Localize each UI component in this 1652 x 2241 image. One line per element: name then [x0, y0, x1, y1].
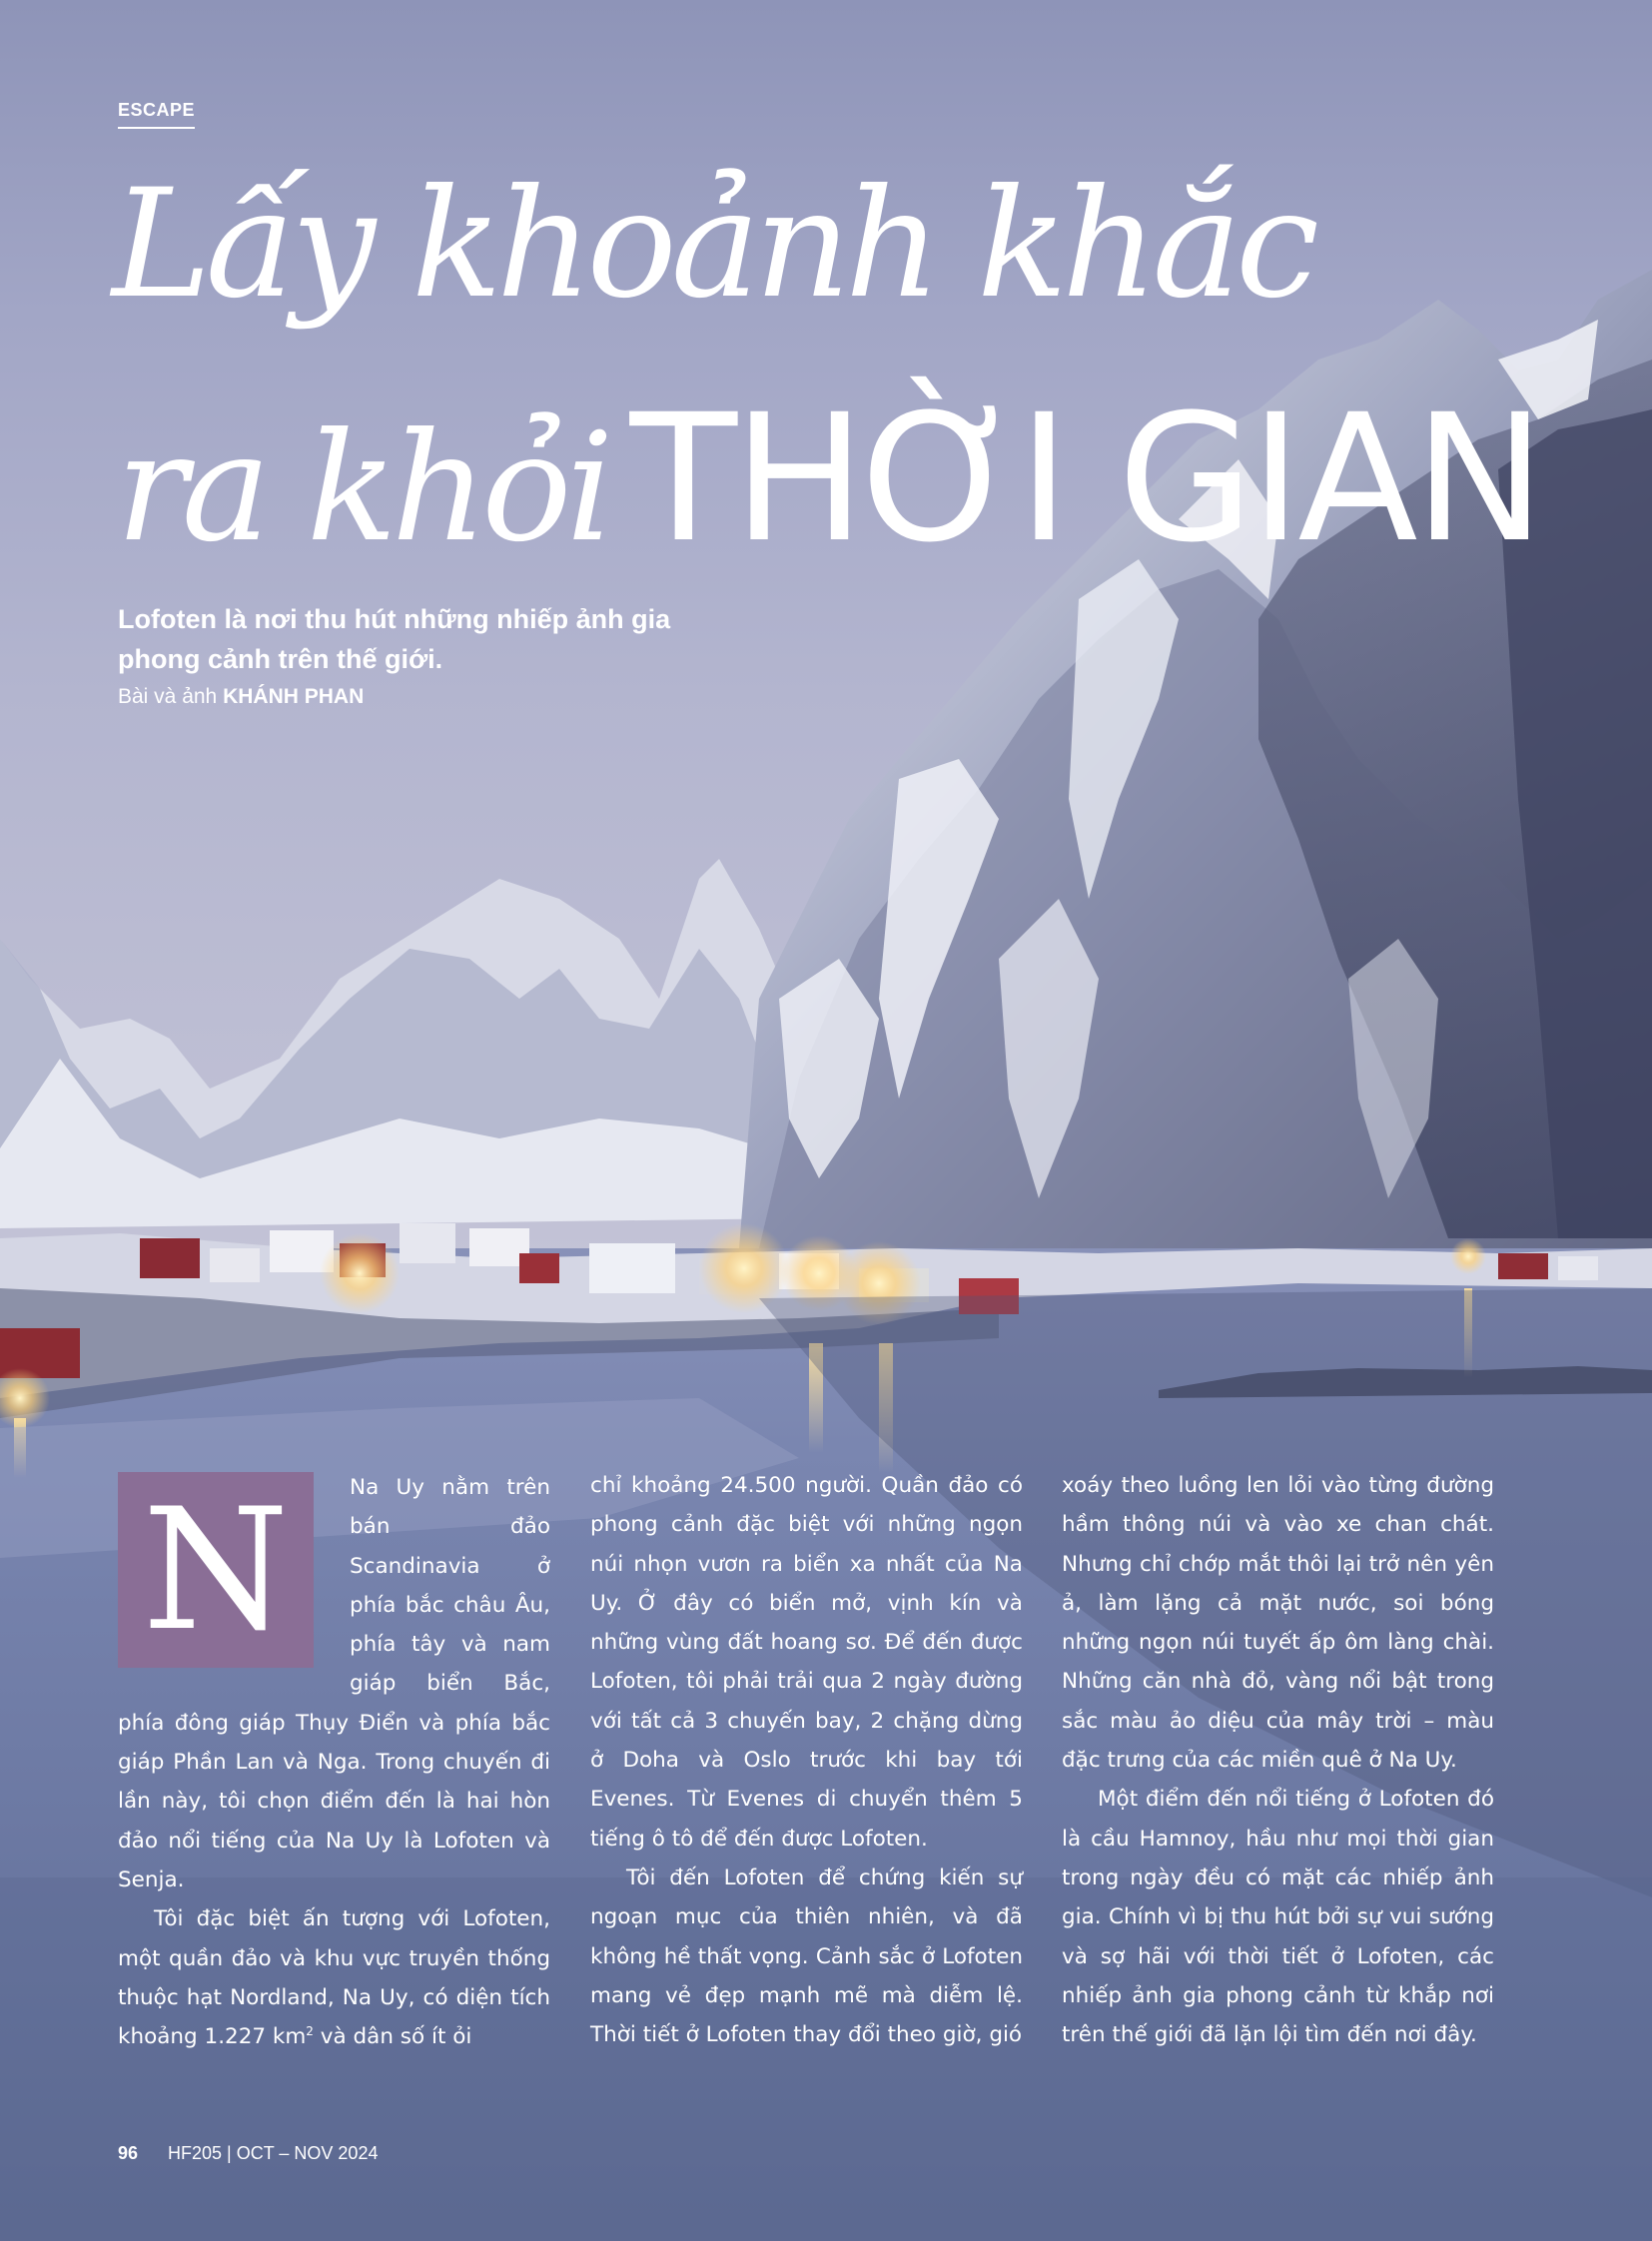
drop-cap-letter: N — [142, 1472, 290, 1668]
paragraph: xoáy theo luồng len lỏi vào từng đường hầm thông núi và vào xe chan chát. Nhưng chỉ chớp mắt thôi lại trở nên yên ả, làm lặng cả mặt nước, soi bóng những ngọn núi tuyết ấp ôm làng chài. Những căn nhà đỏ, vàng nổi bật trong sắc màu ảo diệu của mây trời – màu đặc trưng của các miền quê ở Na Uy. — [1062, 1473, 1494, 1774]
drop-cap — [118, 1472, 314, 1668]
article-column-2 — [590, 1466, 1023, 2054]
paragraph — [118, 1899, 550, 2056]
paragraph — [118, 1468, 550, 1899]
paragraph-text: Tôi đặc biệt ấn tượng với Lofoten, một quần đảo và khu vực truyền thống thuộc hạt Nordland, Na Uy, có diện tích khoảng 1.227 km — [118, 1906, 550, 2050]
article-column-1 — [118, 1468, 550, 2056]
standfirst: Lofoten là nơi thu hút những nhiếp ảnh gia phong cảnh trên thế giới. — [118, 604, 671, 674]
headline-line-2 — [116, 376, 1542, 581]
headline-italic: ra khỏi — [116, 401, 608, 575]
paragraph: chỉ khoảng 24.500 người. Quần đảo có phong cảnh đặc biệt với những ngọn núi nhọn vươn ra biển xa nhất của Na Uy. Ở đây có biển mở, vịnh kín và những vùng đất hoang sơ. Để đến được Lofoten, tôi phải trải qua 2 ngày đường với tất cả 3 chuyến bay, 2 chặng dừng ở Doha và Oslo trước khi bay tới Evenes. Từ Evenes di chuyển thêm 5 tiếng ô tô để đến được Lofoten. — [590, 1473, 1023, 1852]
superscript: 2 — [306, 2024, 314, 2038]
byline-prefix: Bài và ảnh — [118, 685, 218, 708]
byline-author: KHÁNH PHAN — [223, 685, 365, 708]
paragraph: Một điểm đến nổi tiếng ở Lofoten đó là cầu Hamnoy, hầu như mọi thời gian trong ngày đều có mặt các nhiếp ảnh gia. Chính vì bị thu hút bởi sự vui sướng và sợ hãi với thời tiết ở Lofoten, các nhiếp ảnh gia phong cảnh từ khắp nơi trên thế giới đã lặn lội tìm đến nơi đây. — [1062, 1787, 1494, 2048]
issue-info: HF205 | OCT – NOV 2024 — [168, 2143, 379, 2163]
paragraph: Tôi đến Lofoten để chứng kiến sự ngoạn mục của thiên nhiên, và đã không hề thất vọng. Cảnh sắc ở Lofoten mang vẻ đẹp mạnh mẽ mà diễm lệ. Thời tiết ở Lofoten thay đổi theo giờ, gió — [590, 1865, 1023, 2048]
section-label: ESCAPE — [118, 100, 195, 129]
headline-line-1: Lấy khoảnh khắc — [112, 158, 1314, 332]
paragraph-text: và dân số ít ỏi — [313, 2024, 472, 2050]
byline — [118, 685, 364, 709]
headline-caps: THỜI GIAN — [629, 376, 1542, 581]
page-number: 96 — [118, 2143, 139, 2163]
page-footer — [118, 2143, 378, 2164]
article-column-3 — [1062, 1466, 1494, 2054]
paragraph-text: Na Uy nằm trên bán đảo Scandinavia ở phía bắc châu Âu, phía tây và nam giáp biển Bắc, phía đông giáp Thụy Điển và phía bắc giáp Phần Lan và Nga. Trong chuyến đi lần này, tôi chọn điểm đến là hai hòn đảo nổi tiếng của Na Uy là Lofoten và Senja. — [118, 1475, 550, 1892]
